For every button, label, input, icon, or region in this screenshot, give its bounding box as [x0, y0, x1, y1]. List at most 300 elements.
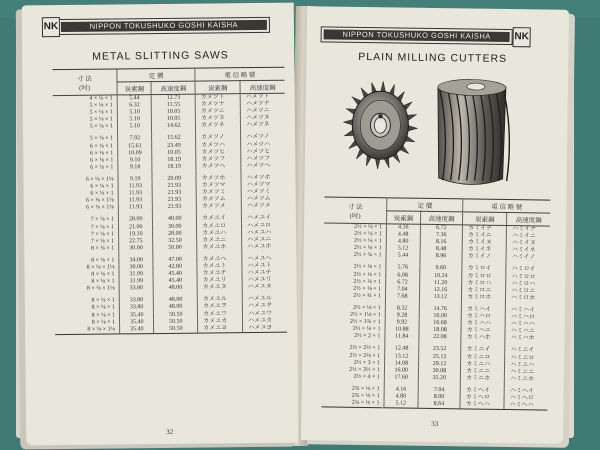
price-hss-cell: 30.00	[153, 223, 197, 231]
code-hss-cell: ハミロイ	[506, 266, 549, 274]
code-carbon-cell: カミヘロ	[460, 394, 504, 402]
size-cell: 2½ × 1¾ × 1	[349, 318, 381, 326]
code-carbon-cell: カメツヒ	[196, 149, 241, 157]
size-cell: 8 × ⅛ × 1⅛	[86, 285, 115, 293]
price-carbon-cell: 4.80	[384, 393, 418, 401]
price-hss-cell: 8.96	[420, 253, 463, 261]
code-hss-cell: ハメツメ	[241, 203, 285, 211]
size-cell: 6 × ⅛ × 1	[90, 183, 114, 190]
price-hss-cell: 21.93	[153, 183, 197, 191]
price-hss-cell: 16.68	[419, 320, 462, 328]
code-hss-cell: ハメユヌ	[242, 284, 286, 292]
size-cell: 2½ × ¾ × 1	[353, 292, 382, 300]
price-hss-cell: 48.00	[154, 297, 198, 305]
code-carbon-cell: カミハイ	[461, 306, 505, 314]
price-carbon-cell: 6.08	[386, 272, 420, 280]
size-cell: 4 × ⅛ × 1	[89, 95, 113, 102]
code-carbon-cell: カメツメ	[196, 203, 241, 211]
price-carbon-cell: 5.12	[386, 246, 420, 254]
size-cell: 8 × ⅛ × 1	[91, 278, 115, 285]
price-hss-cell: 50.50	[154, 318, 198, 326]
price-hss-cell: 11.20	[419, 279, 462, 287]
code-hss-cell: ハメツヘ	[241, 163, 285, 171]
size-cell: 7 × ⅛ × 1	[90, 238, 115, 245]
page-number: 32	[166, 427, 174, 436]
price-carbon-cell: 16.00	[384, 367, 418, 375]
size-cell: 7 × ⅛ × 1	[90, 231, 115, 238]
code-header: 電 信 略 號	[463, 199, 550, 213]
gear-tooth	[375, 159, 380, 169]
code-hss-cell: ハミヘイ	[504, 388, 547, 396]
code-hss-cell: ハメユヲ	[242, 303, 286, 311]
size-header: 寸 法 (吋)	[324, 197, 387, 224]
size-cell: 8 × ⅛ × 1	[91, 257, 115, 264]
code-hss-header: 高速度鋼	[507, 213, 550, 227]
code-carbon-cell: カミロハ	[462, 280, 506, 288]
price-carbon-cell: 35.40	[119, 319, 154, 326]
price-carbon-cell: 10.09	[118, 150, 153, 157]
code-hss-cell: ハメツネ	[241, 122, 285, 130]
size-cell: 6 × ⅛ × 1	[89, 143, 114, 150]
price-hss-cell: 45.40	[154, 278, 198, 286]
size-cell: 2½ × 1⅛ × 1	[349, 311, 381, 319]
price-hss-cell: 8.64	[418, 401, 461, 409]
size-cell: 2½ × ¾ × 1	[353, 252, 382, 259]
size-cell: 2½ × ⅛ × 1	[354, 230, 382, 238]
size-cell: 2½ × ⅛ × 1	[353, 245, 382, 252]
price-hss-cell: 14.76	[419, 306, 462, 314]
price-hss-cell: 35.20	[418, 375, 461, 383]
price-carbon-cell: 9.18	[118, 164, 153, 171]
code-hss-cell: ハミハホ	[505, 335, 548, 343]
size-cell: 2½ × ⅛ × 1	[352, 326, 381, 333]
price-carbon-cell: 5.44	[117, 95, 152, 103]
code-hss-cell: ハミニホ	[504, 376, 547, 384]
price-carbon-cell: 11.93	[118, 183, 153, 190]
code-carbon-cell: カミハホ	[461, 335, 505, 343]
size-cell: 8 × ⅛ × 1⅛	[86, 264, 115, 271]
code-carbon-cell: カメユホ	[197, 244, 242, 252]
code-hss-cell: ハメユロ	[242, 222, 286, 230]
price-hss-cell: 7.36	[420, 232, 463, 240]
size-cell: 2½ × 3½ × 1	[349, 366, 381, 373]
price-hss-cell: 16.00	[419, 313, 462, 321]
price-carbon-cell: 5.10	[117, 109, 152, 116]
code-hss-cell: ハミニイ	[505, 347, 548, 355]
price-hss-cell: 32.50	[153, 237, 197, 245]
price-carbon-cell: 11.84	[385, 334, 419, 342]
price-carbon-cell: 15.61	[118, 143, 153, 150]
price-hss-cell: 50.00	[153, 244, 197, 252]
code-carbon-cell: カメユワ	[197, 311, 242, 319]
price-carbon-cell: 31.99	[119, 278, 154, 285]
code-carbon-cell: カミニハ	[461, 361, 505, 369]
price-carbon-cell: 33.80	[119, 305, 154, 312]
code-hss-cell: ハメユリ	[242, 277, 286, 285]
size-cell: 5 × ⅛ × 1	[89, 109, 113, 116]
price-hss-cell: 48.00	[154, 304, 198, 312]
size-cell: 2½ × 2½ × 1	[349, 345, 381, 352]
right-page	[301, 6, 569, 444]
price-hss-cell: 45.40	[153, 271, 197, 279]
price-carbon-cell: 11.93	[118, 190, 153, 197]
size-cell: 2½ × ⅛ × 1	[353, 285, 382, 293]
code-hss-cell: ハメツミ	[241, 189, 285, 197]
price-hss-cell: 48.00	[154, 285, 198, 293]
price-carbon-cell: 14.08	[385, 360, 419, 368]
size-cell: 6 × ⅛ × 1	[90, 164, 114, 171]
price-hss-cell: 10.24	[419, 272, 462, 280]
size-cell: 6 × ⅛ × 1⅛	[85, 176, 114, 183]
price-carbon-cell: 12.48	[385, 346, 419, 354]
code-carbon-cell: カミイネ	[462, 247, 506, 255]
company-banner-text: NIPPON TOKUSHUKO GOSHI KAISHA	[89, 20, 239, 31]
price-carbon-cell: 4.80	[386, 239, 420, 247]
price-carbon-cell: 33.80	[119, 285, 154, 292]
size-cell: 2¾ × ⅛ × 1	[321, 399, 384, 407]
price-hss-cell: 28.00	[153, 230, 197, 238]
code-carbon-cell: カミニロ	[461, 354, 505, 362]
code-carbon-cell: カメツネ	[196, 123, 241, 131]
size-cell: 2½ × ⅛ × 1	[353, 278, 382, 285]
code-carbon-cell: カメユリ	[197, 277, 242, 285]
code-carbon-cell: カメユハ	[197, 230, 242, 238]
code-hss-cell: ハミロハ	[506, 281, 549, 289]
code-hss-cell: ハメツヒ	[241, 148, 285, 156]
code-hss-cell: ハメツホ	[241, 175, 285, 183]
size-cell: 8 × ⅛ × 1	[91, 312, 115, 319]
price-carbon-cell: 7.68	[385, 293, 419, 301]
price-hss-cell: 11.55	[152, 102, 196, 110]
price-carbon-cell: 35.40	[120, 326, 155, 334]
price-hss-cell: 12.73	[152, 94, 196, 102]
price-carbon-cell: 9.92	[385, 319, 419, 327]
price-carbon-cell: 8.32	[385, 305, 419, 313]
price-carbon-cell: 4.16	[386, 224, 420, 232]
price-hss-cell: 23.49	[152, 142, 196, 150]
table-row	[55, 324, 287, 334]
code-hss-cell: ハミハハ	[505, 321, 548, 329]
code-hss-cell: ハミイネ	[506, 247, 549, 255]
code-hss-cell: ハミロホ	[506, 295, 549, 303]
price-carbon-header: 炭素鋼	[387, 211, 421, 224]
size-cell: 2½ × ⅛ × 1	[353, 304, 381, 312]
company-banner-text: NIPPON TOKUSHUKO GOSHI KAISHA	[342, 29, 491, 41]
code-hss-cell: ハメツノ	[241, 134, 285, 142]
price-carbon-cell: 30.00	[119, 245, 154, 252]
price-carbon-cell: 34.00	[119, 257, 154, 264]
spec-table-body	[53, 93, 287, 334]
code-hss-cell: ハメユカ	[243, 317, 287, 325]
code-carbon-cell: カミロイ	[462, 266, 506, 274]
size-cell: 5 × ⅛ × 1	[89, 116, 113, 124]
code-hss-cell: ハミイノ	[506, 254, 549, 262]
code-hss-cell: ハメツト	[240, 93, 284, 101]
helical-milling-cutter-illustration	[428, 74, 514, 193]
code-carbon-cell: カミイヌ	[462, 240, 506, 248]
price-carbon-cell: 5.10	[117, 123, 152, 130]
code-carbon-cell: カメユロ	[197, 223, 242, 231]
spec-table-body	[321, 223, 550, 410]
code-hss-cell: ハミイナ	[507, 226, 550, 234]
code-carbon-cell: カメツヌ	[195, 115, 240, 123]
price-carbon-header: 炭素鋼	[117, 82, 152, 95]
price-carbon-cell: 9.10	[118, 157, 153, 164]
code-carbon-cell: カミニイ	[461, 347, 505, 355]
size-cell: 2½ × ⅛ × 1	[353, 264, 382, 271]
price-hss-cell: 47.00	[153, 256, 197, 264]
code-hss-cell: ハメユル	[242, 296, 286, 304]
code-hss-cell: ハメツナ	[240, 101, 284, 109]
price-carbon-cell: 13.12	[385, 353, 419, 361]
code-carbon-cell: カメユル	[197, 296, 242, 304]
price-carbon-cell: 19.10	[119, 231, 154, 238]
code-hss-cell: ハメツム	[241, 196, 285, 204]
size-cell: 8 × ⅛ × 1⅛	[55, 326, 120, 334]
size-cell: 8 × ⅛ × 1	[91, 319, 116, 326]
code-hss-cell: ハミニニ	[505, 369, 548, 377]
code-carbon-cell: カミイニ	[463, 232, 507, 240]
code-hss-cell: ハメユト	[242, 263, 286, 271]
size-cell: 8 × ⅛ × 1	[91, 304, 115, 312]
code-hss-cell: ハメツハ	[241, 141, 285, 149]
price-hss-cell: 30.08	[418, 367, 461, 375]
size-cell: 2½ × 3 × 1	[353, 359, 381, 366]
size-cell: 2½ × ⅛ × 1	[353, 238, 382, 245]
code-carbon-cell: カミハニ	[461, 328, 505, 336]
size-cell: 5 × ⅛ × 1	[89, 123, 114, 131]
price-hss-header: 高速度鋼	[420, 211, 463, 225]
size-cell: 7 × ⅛ × 1	[90, 223, 115, 231]
size-cell: 5 × ⅛ × 1	[89, 135, 114, 143]
code-carbon-cell: カメユカ	[198, 318, 243, 326]
size-cell: 6 × ⅛ × 1⅛	[85, 197, 114, 204]
code-carbon-cell: カメユイ	[196, 216, 241, 224]
company-banner	[321, 26, 513, 45]
code-hss-cell: ハメユヘ	[242, 256, 286, 264]
code-hss-cell: ハミロロ	[506, 274, 549, 282]
price-hss-cell: 10.05	[152, 149, 196, 157]
price-carbon-cell: 9.19	[118, 176, 153, 183]
code-carbon-cell: カメツト	[195, 94, 240, 102]
price-header: 定 價	[387, 198, 463, 212]
size-cell: 2½ × ⅛ × 1	[353, 271, 382, 278]
price-carbon-cell: 28.00	[118, 216, 153, 223]
price-hss-cell: 22.08	[419, 334, 462, 342]
price-carbon-cell: 35.40	[119, 312, 154, 319]
size-cell: 2½ × ⅛ × 1	[354, 223, 383, 231]
price-hss-cell: 8.48	[420, 246, 463, 254]
code-hss-cell: ハミイヌ	[506, 240, 549, 248]
code-hss-cell: ハメユホ	[242, 243, 286, 251]
code-carbon-cell: カメユヨ	[198, 325, 243, 333]
code-hss-cell: ハミハロ	[505, 314, 548, 322]
code-hss-cell: ハミハニ	[505, 328, 548, 336]
code-hss-cell: ハメユチ	[242, 270, 286, 278]
price-hss-cell: 18.19	[152, 156, 196, 164]
code-carbon-cell: カメユヘ	[197, 256, 242, 264]
price-hss-cell: 18.08	[419, 327, 462, 335]
price-carbon-cell: 11.93	[118, 197, 153, 204]
price-hss-cell: 9.60	[419, 265, 462, 273]
code-carbon-cell: カメツム	[196, 196, 241, 204]
code-carbon-cell: カメツノ	[196, 135, 241, 143]
price-carbon-cell: 5.12	[384, 400, 418, 408]
price-carbon-cell: 5.76	[386, 265, 420, 273]
code-carbon-cell: カミニホ	[461, 375, 505, 383]
size-header: 寸 法 (吋)	[52, 69, 117, 96]
code-hss-cell: ハメツニ	[240, 108, 284, 116]
code-carbon-cell: カミヘイ	[460, 387, 504, 395]
code-carbon-header: 炭素鋼	[195, 81, 240, 94]
page-number: 33	[431, 419, 439, 429]
price-hss-cell: 12.16	[419, 287, 462, 295]
size-cell: 2¾ × ⅛ × 1	[351, 392, 380, 400]
code-carbon-cell: カミロロ	[462, 273, 506, 281]
left-page	[22, 3, 299, 446]
code-carbon-cell: カメユチ	[197, 270, 242, 278]
code-hss-cell: ハミヘロ	[504, 395, 547, 403]
size-cell: 2¾ × ⅛ × 1	[351, 385, 380, 393]
price-hss-cell: 42.80	[153, 264, 197, 272]
code-hss-cell: ハメユイ	[242, 215, 286, 223]
price-hss-cell: 50.50	[154, 311, 198, 319]
code-carbon-cell: カメユト	[197, 263, 242, 271]
code-carbon-cell: カメツヘ	[196, 163, 241, 171]
price-carbon-cell: 10.88	[385, 327, 419, 335]
price-hss-cell: 6.72	[420, 224, 463, 232]
size-cell: 5 × ⅛ × 1	[89, 102, 113, 109]
code-carbon-cell: カメツミ	[196, 189, 241, 197]
gear-tooth	[381, 81, 386, 91]
price-carbon-cell: 9.28	[385, 312, 419, 320]
code-carbon-cell: カミヘハ	[460, 401, 504, 409]
price-carbon-cell: 30.00	[119, 264, 154, 271]
size-cell: 2½ × 2⅛ × 1	[349, 352, 381, 359]
spec-table	[52, 67, 287, 335]
code-hss-cell: ハメユヨ	[243, 324, 287, 332]
size-cell: 6 × ⅛ × 1	[90, 157, 114, 164]
price-hss-cell: 18.19	[152, 163, 196, 171]
code-carbon-cell: カメツフ	[196, 156, 241, 164]
size-cell: 6 × ⅛ × 1⅛	[86, 204, 114, 212]
size-cell: 8 × ⅛ × 1	[91, 297, 115, 305]
code-header: 電 信 略 號	[195, 67, 285, 81]
code-hss-cell: ハメユハ	[242, 229, 286, 237]
price-hss-cell: 20.09	[152, 176, 196, 184]
company-banner	[58, 17, 270, 35]
code-carbon-cell: カミイナ	[463, 225, 507, 233]
code-hss-cell: ハメツヌ	[240, 115, 284, 123]
size-cell: 6 × ⅛ × 1	[89, 150, 114, 157]
company-logo: NK	[512, 27, 530, 47]
code-hss-cell: ハミニロ	[505, 354, 548, 362]
code-carbon-cell: カミイノ	[462, 254, 506, 262]
price-carbon-cell: 4.48	[386, 231, 420, 239]
price-hss-cell: 14.62	[152, 123, 196, 131]
code-carbon-cell: カミハロ	[461, 313, 505, 321]
code-carbon-cell: カミロニ	[462, 287, 506, 295]
price-carbon-cell: 4.16	[384, 386, 418, 394]
price-carbon-cell: 22.75	[119, 238, 154, 245]
plain-milling-cutter-illustration	[341, 73, 421, 184]
code-hss-cell: ハメユニ	[242, 236, 286, 244]
code-carbon-cell: カメツニ	[195, 108, 240, 116]
price-hss-cell: 23.52	[418, 346, 461, 354]
code-carbon-cell: カメツホ	[196, 175, 241, 183]
size-cell: 2½ × 4 × 1	[353, 373, 380, 381]
price-hss-cell: 10.05	[152, 116, 196, 124]
code-carbon-cell: カメユヌ	[197, 284, 242, 292]
code-carbon-cell: カメツナ	[195, 101, 240, 109]
price-carbon-cell: 7.04	[386, 286, 420, 294]
price-carbon-cell: 21.00	[118, 224, 153, 231]
code-carbon-cell: カミロホ	[462, 294, 506, 302]
price-hss-cell: 13.12	[419, 294, 462, 302]
code-carbon-cell: カメツハ	[196, 142, 241, 150]
size-cell: 2½ × 2 × 1	[354, 333, 381, 340]
code-hss-cell: ハメツマ	[241, 182, 285, 190]
price-hss-cell: 8.16	[420, 239, 463, 247]
code-hss-cell: ハミロニ	[506, 288, 549, 296]
price-hss-cell: 25.12	[418, 353, 461, 361]
code-carbon-cell: カミハハ	[461, 321, 505, 329]
price-hss-cell: 21.93	[153, 197, 197, 205]
price-header: 定 價	[117, 68, 195, 82]
price-hss-cell: 50.50	[154, 325, 198, 333]
price-hss-cell: 29.12	[418, 360, 461, 368]
code-hss-cell: ハミイニ	[506, 233, 549, 241]
price-hss-cell: 7.04	[418, 387, 461, 395]
code-hss-cell: ハミハイ	[505, 307, 548, 315]
code-carbon-cell: カメユニ	[197, 237, 242, 245]
price-hss-header: 高速度鋼	[151, 81, 195, 94]
gear-tooth	[408, 126, 417, 132]
price-carbon-cell: 5.10	[117, 116, 152, 123]
size-cell: 7 × ⅛ × 1	[90, 216, 114, 224]
spec-table	[321, 196, 550, 410]
price-hss-cell: 8.00	[418, 394, 461, 402]
code-hss-header: 高速度鋼	[240, 80, 285, 93]
price-carbon-cell: 5.44	[386, 253, 420, 261]
price-hss-cell: 15.62	[152, 135, 196, 143]
price-carbon-cell: 6.72	[386, 279, 420, 287]
code-carbon-cell: カメツマ	[196, 182, 241, 190]
price-carbon-cell: 7.92	[118, 136, 153, 143]
code-hss-cell: ハミヘハ	[504, 402, 547, 410]
price-carbon-cell: 11.93	[118, 204, 153, 211]
code-hss-cell: ハメユワ	[243, 310, 287, 318]
code-carbon-header: 炭素鋼	[463, 212, 507, 226]
size-cell: 6 × ⅛ × 1	[90, 190, 114, 197]
code-carbon-cell: カミニニ	[461, 368, 505, 376]
price-hss-cell: 40.00	[153, 216, 197, 224]
price-carbon-cell: 33.80	[119, 297, 154, 304]
price-hss-cell: 21.93	[153, 204, 197, 212]
price-carbon-cell: 31.99	[119, 271, 154, 278]
code-hss-cell: ハミニハ	[505, 362, 548, 370]
page-title: PLAIN MILLING CUTTERS	[358, 50, 508, 65]
price-hss-cell: 10.05	[152, 109, 196, 117]
size-cell: 8 × ⅛ × 1	[90, 245, 115, 252]
page-title: METAL SLITTING SAWS	[92, 49, 229, 63]
company-logo: NK	[42, 17, 60, 37]
code-carbon-cell: カメユヲ	[197, 304, 242, 312]
size-cell: 8 × ⅛ × 1	[91, 271, 115, 278]
price-carbon-cell: 6.32	[117, 102, 152, 109]
price-carbon-cell: 17.60	[384, 374, 418, 382]
gear-tooth	[343, 119, 352, 125]
